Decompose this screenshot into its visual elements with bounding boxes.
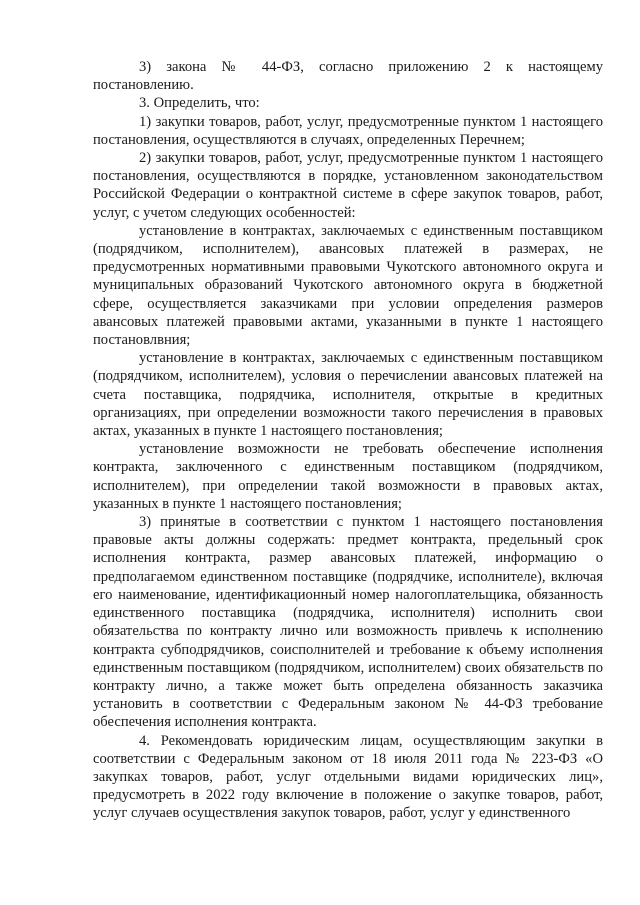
paragraph-law-44fz-continuation: 3) закона № 44-ФЗ, согласно приложению 2 к настоящему постановлению. [93,59,603,94]
paragraph-clause-4: 4. Рекомендовать юридическим лицам, осуществляющим закупки в соответствии с Федеральным законом от 18 июля 2011 года № 223-ФЗ «О закупках товаров, работ, услуг отдельными видами юридических лиц», предусмотреть в 2022 году включение в положение о закупке товаров, работ, услуг случаев осуществления закупок товаров, работ, услуг у единственного [93,732,603,822]
document-page [93,58,603,823]
paragraph-contract-security-waiver: установление возможности не требовать обеспечение исполнения контракта, заключенного с единственным поставщиком (подрядчиком, исполнителем), при определении такой возможности в правовых актах, указанных в пункте 1 настоящего постановления; [93,441,603,512]
paragraph-clause-3-item-1: 1) закупки товаров, работ, услуг, предусмотренные пунктом 1 настоящего постановления, осуществляются в случаях, определенных Перечнем; [93,113,603,148]
paragraph-clause-3-item-2: 2) закупки товаров, работ, услуг, предусмотренные пунктом 1 настоящего постановления, осуществляются в порядке, установленном законодательством Российской Федерации о контрактной системе в сфере закупок товаров, работ, услуг, с учетом следующих особенностей: [93,150,603,221]
paragraph-clause-3-heading: 3. Определить, что: [139,95,260,112]
paragraph-advance-payments-amount: установление в контрактах, заключаемых с единственным поставщиком (подрядчиком, исполнителем), авансовых платежей в размерах, не предусмотренных нормативными правовыми Чукотского автономного округа и муниципальных образований Чукотского автономного округа в бюджетной сфере, осуществляется заказчиками при условии определения размеров авансовых платежей правовыми актами, указанными в пункте 1 настоящего постановлвния; [93,222,603,349]
paragraph-advance-payments-accounts: установление в контрактах, заключаемых с единственным поставщиком (подрядчиком, исполнителем), условия о перечислении авансовых платежей на счета поставщика, подрядчика, исполнителя, открытые в кредитных организациях, при определении возможности такого перечисления в правовых актах, указанных в пункте 1 настоящего постановления; [93,350,603,440]
paragraph-clause-3-item-3: 3) принятые в соответствии с пунктом 1 настоящего постановления правовые акты должны содержать: предмет контракта, предельный срок исполнения контракта, размер авансовых платежей, информацию о предполагаемом единственном поставщике (подрядчике, исполнителе), включая его наименование, идентификационный номер налогоплательщика, обязанность единственного поставщика (подрядчика, исполнителя) исполнить свои обязательства по контракту лично или возможность привлечь к исполнению контракта субподрядчиков, соисполнителей и требование к объему исполнения единственным поставщиком (подрядчиком, исполнителем) своих обязательств по контракту лично, а также может быть определена обязанность заказчика установить в соответствии с Федеральным законом № 44-ФЗ требование обеспечения исполнения контракта. [93,514,603,731]
